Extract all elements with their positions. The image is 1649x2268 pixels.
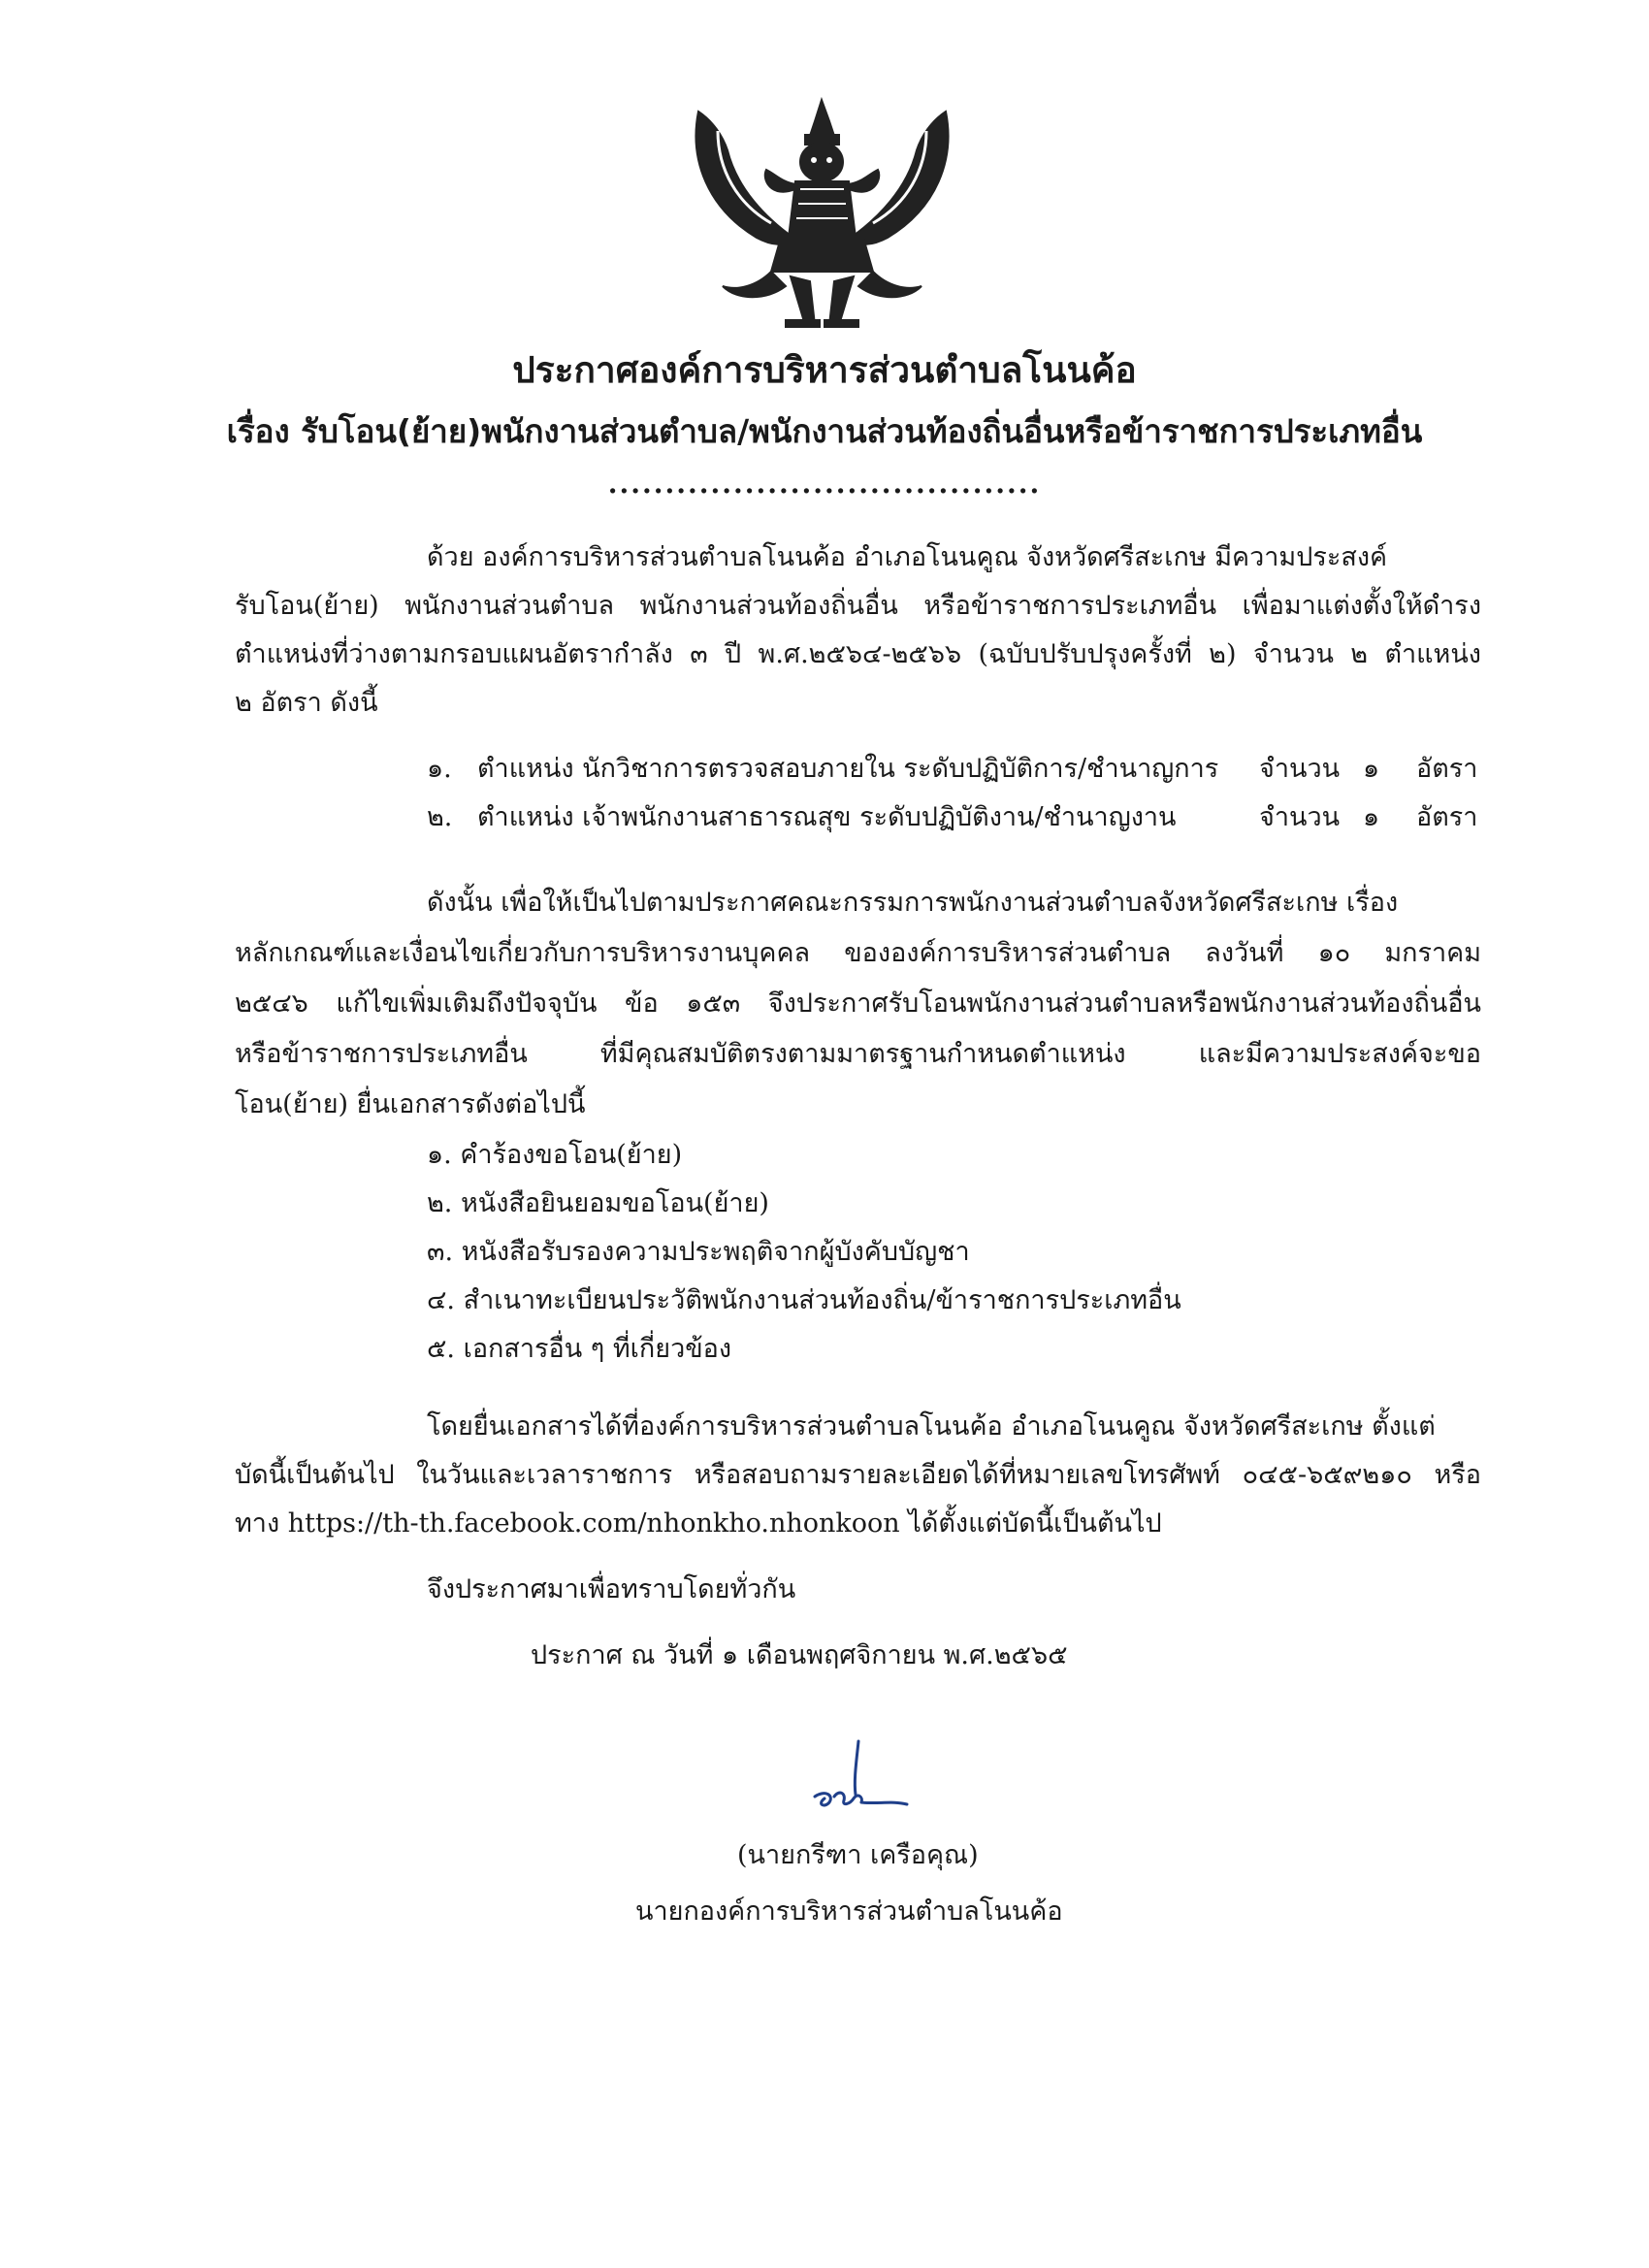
position-unit: อัตรา [1416,754,1478,784]
position-count: ๑ [1363,802,1380,832]
position-count-label: จำนวน [1259,802,1341,832]
intro-line: ๒ อัตรา ดังนี้ [235,688,378,718]
announcement-subject: เรื่อง รับโอน(ย้าย)พนักงานส่วนตำบล/พนักงานส่วนท้องถิ่นอื่นหรือข้าราชการประเภทอื่น [226,412,1423,450]
intro-line: ด้วย องค์การบริหารส่วนตำบลโนนค้อ อำเภอโนนคูณ จังหวัดศรีสะเกษ มีความประสงค์ [427,542,1388,572]
announcement-date: ประกาศ ณ วันที่ ๑ เดือนพฤศจิกายน พ.ศ.๒๕๖๕ [531,1640,1068,1670]
position-title: ตำแหน่ง นักวิชาการตรวจสอบภายใน ระดับปฏิบัติการ/ชำนาญการ [477,754,1219,784]
document-item: ๑. คำร้องขอโอน(ย้าย) [427,1140,683,1170]
closing-text: จึงประกาศมาเพื่อทราบโดยทั่วกัน [427,1574,796,1604]
signature-icon [795,1736,912,1824]
basis-line: ๒๕๔๖ แก้ไขเพิ่มเติมถึงปัจจุบัน ข้อ ๑๕๓ จึงประกาศรับโอนพนักงานส่วนตำบลหรือพนักงานส่วนท้องถิ่นอื่น [235,988,1481,1019]
basis-line: ดังนั้น เพื่อให้เป็นไปตามประกาศคณะกรรมการพนักงานส่วนตำบลจังหวัดศรีสะเกษ เรื่อง [427,888,1399,918]
document-item: ๓. หนังสือรับรองความประพฤติจากผู้บังคับบัญชา [427,1237,970,1267]
basis-line: หลักเกณฑ์และเงื่อนไขเกี่ยวกับการบริหารงานบุคคล ขององค์การบริหารส่วนตำบล ลงวันที่ ๑๐ มกราคม [235,938,1481,968]
basis-line: โอน(ย้าย) ยื่นเอกสารดังต่อไปนี้ [235,1089,586,1119]
signer-name: (นายกรีฑา เครือคุณ) [737,1840,979,1870]
title-divider: ...................................... [607,468,1042,500]
submission-line: บัดนี้เป็นต้นไป ในวันและเวลาราชการ หรือสอบถามรายละเอียดได้ที่หมายเลขโทรศัพท์ ๐๔๕-๖๕๙๒๑๐ หรือ [235,1460,1481,1490]
position-number: ๒. [427,802,453,832]
position-count-label: จำนวน [1259,754,1341,784]
intro-line: รับโอน(ย้าย) พนักงานส่วนตำบล พนักงานส่วนท้องถิ่นอื่น หรือข้าราชการประเภทอื่น เพื่อมาแต่งตั้งให้ดำรง [235,591,1481,621]
position-count: ๑ [1363,754,1380,784]
position-title: ตำแหน่ง เจ้าพนักงานสาธารณสุข ระดับปฏิบัติงาน/ชำนาญงาน [477,802,1177,832]
document-item: ๕. เอกสารอื่น ๆ ที่เกี่ยวข้อง [427,1334,732,1364]
announcement-title: ประกาศองค์การบริหารส่วนตำบลโนนค้อ [512,349,1137,391]
garuda-emblem-icon [679,92,965,330]
submission-line: โดยยื่นเอกสารได้ที่องค์การบริหารส่วนตำบลโนนค้อ อำเภอโนนคูณ จังหวัดศรีสะเกษ ตั้งแต่ [427,1411,1436,1442]
signer-position: นายกองค์การบริหารส่วนตำบลโนนค้อ [635,1896,1063,1927]
position-number: ๑. [427,754,452,784]
submission-line: ทาง https://th-th.facebook.com/nhonkho.nhonkoon ได้ตั้งแต่บัดนี้เป็นต้นไป [235,1508,1162,1539]
intro-line: ตำแหน่งที่ว่างตามกรอบแผนอัตรากำลัง ๓ ปี พ.ศ.๒๕๖๔-๒๕๖๖ (ฉบับปรับปรุงครั้งที่ ๒) จำนวน ๒ ตำแหน่ง [235,639,1481,669]
basis-line: หรือข้าราชการประเภทอื่น ที่มีคุณสมบัติตรงตามมาตรฐานกำหนดตำแหน่ง และมีความประสงค์จะขอ [235,1039,1481,1069]
document-item: ๔. สำเนาทะเบียนประวัติพนักงานส่วนท้องถิ่น/ข้าราชการประเภทอื่น [427,1285,1181,1315]
document-item: ๒. หนังสือยินยอมขอโอน(ย้าย) [427,1188,769,1218]
position-unit: อัตรา [1416,802,1478,832]
